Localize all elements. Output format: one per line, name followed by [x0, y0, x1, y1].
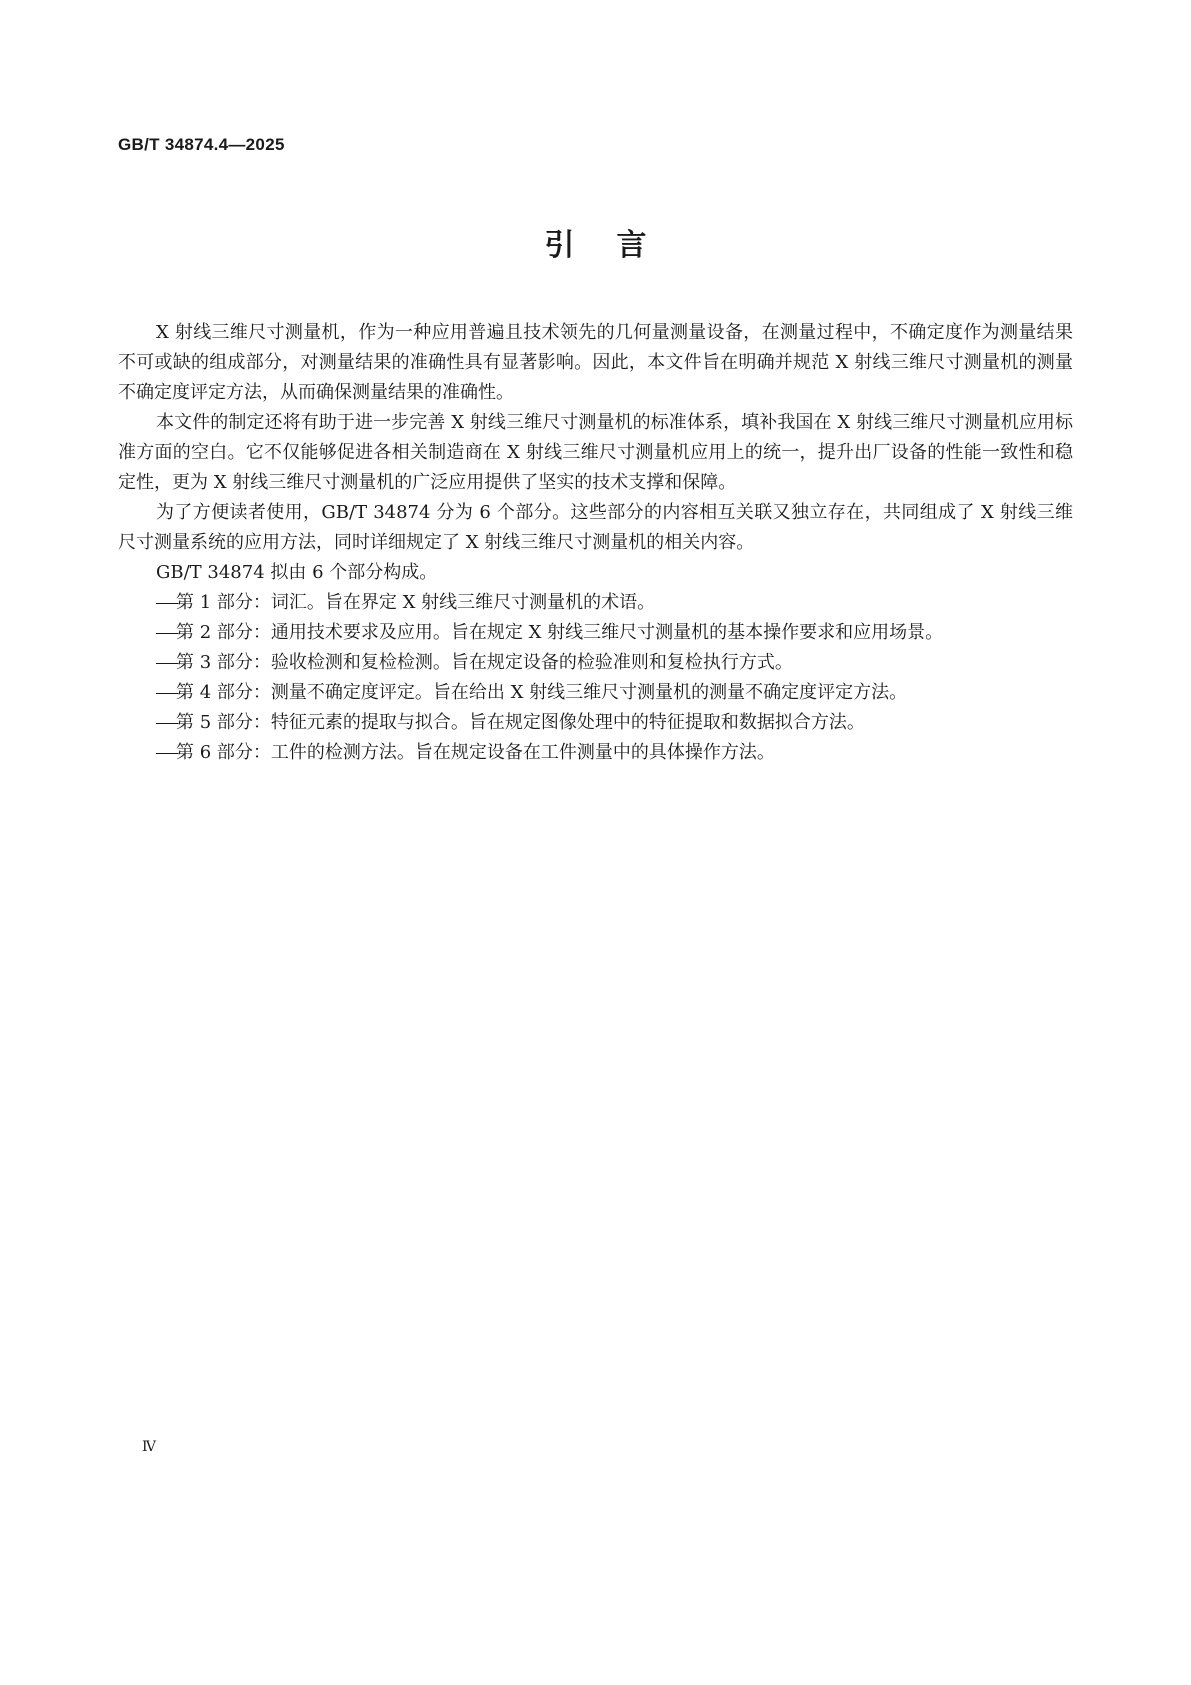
parts-list — [118, 588, 1073, 768]
paragraph: 本文件的制定还将有助于进一步完善 X 射线三维尺寸测量机的标准体系，填补我国在 X 射线三维尺寸测量机应用标准方面的空白。它不仅能够促进各相关制造商在 X 射线三维尺寸测量机应用上的统一，提升出厂设备的性能一致性和稳定性，更为 X 射线三维尺寸测量机的广泛应用提供了坚实的技术支撑和保障。 — [118, 412, 1073, 493]
introduction-body — [118, 318, 1073, 768]
document-code: GB/T 34874.4—2025 — [118, 135, 285, 154]
page-title: 引言 — [544, 228, 689, 263]
page-number: Ⅳ — [142, 1440, 156, 1455]
list-item — [118, 588, 1073, 618]
paragraph: GB/T 34874 拟由 6 个部分构成。 — [156, 562, 438, 583]
list-item — [118, 648, 1073, 678]
list-item-text: 第 4 部分：测量不确定度评定。旨在给出 X 射线三维尺寸测量机的测量不确定度评定方法。 — [176, 682, 908, 703]
paragraph: X 射线三维尺寸测量机，作为一种应用普遍且技术领先的几何量测量设备，在测量过程中，不确定度作为测量结果不可或缺的组成部分，对测量结果的准确性具有显著影响。因此，本文件旨在明确并规范 X 射线三维尺寸测量机的测量不确定度评定方法，从而确保测量结果的准确性。 — [118, 322, 1073, 403]
list-item — [118, 708, 1073, 738]
list-item-text: 第 3 部分：验收检测和复检检测。旨在规定设备的检验准则和复检执行方式。 — [176, 652, 793, 673]
list-item-text: 第 5 部分：特征元素的提取与拟合。旨在规定图像处理中的特征提取和数据拟合方法。 — [176, 712, 865, 733]
list-item-text: 第 2 部分：通用技术要求及应用。旨在规定 X 射线三维尺寸测量机的基本操作要求和应用场景。 — [176, 622, 944, 643]
list-item — [118, 618, 1073, 648]
list-item — [118, 678, 1073, 708]
paragraph: 为了方便读者使用，GB/T 34874 分为 6 个部分。这些部分的内容相互关联又独立存在，共同组成了 X 射线三维尺寸测量系统的应用方法，同时详细规定了 X 射线三维尺寸测量机的相关内容。 — [118, 502, 1073, 553]
list-item-text: 第 6 部分：工件的检测方法。旨在规定设备在工件测量中的具体操作方法。 — [176, 742, 775, 763]
list-item-text: 第 1 部分：词汇。旨在界定 X 射线三维尺寸测量机的术语。 — [176, 592, 656, 613]
list-item — [118, 738, 1073, 768]
